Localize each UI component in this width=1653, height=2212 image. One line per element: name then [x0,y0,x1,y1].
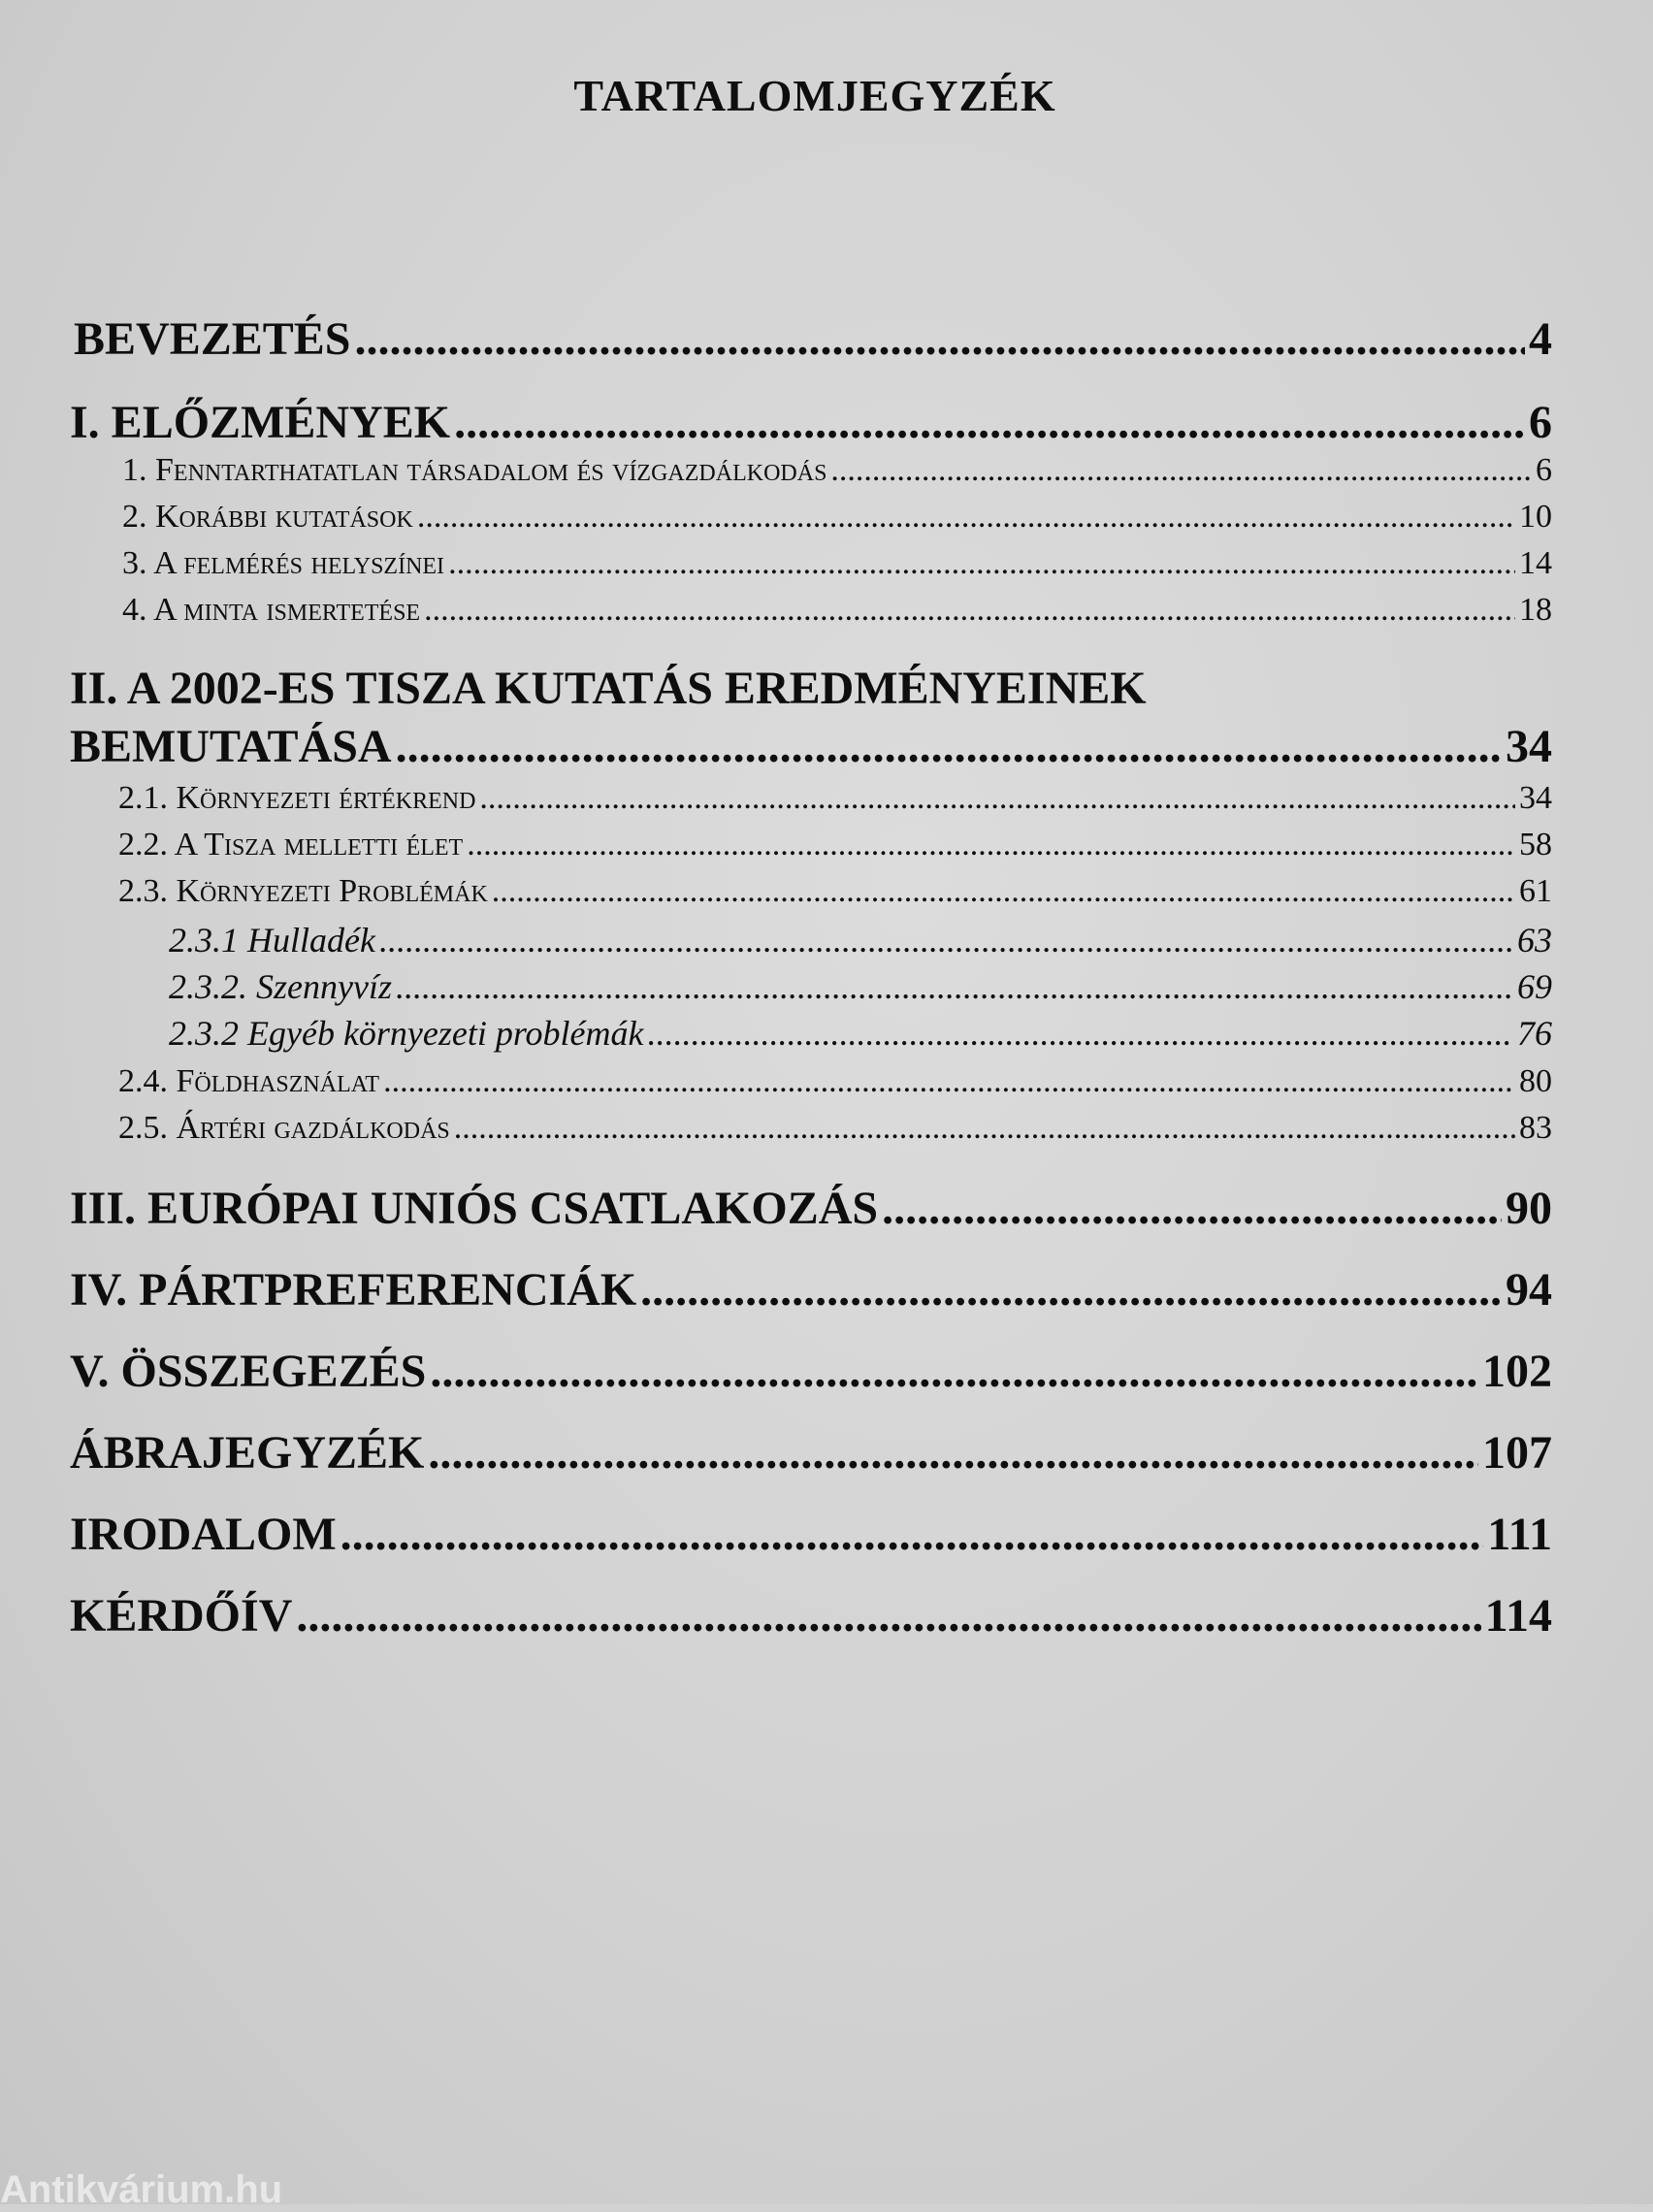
toc-label: 2.2. A Tisza melletti élet [118,827,464,862]
toc-leader [479,780,1515,817]
toc-leader [454,396,1525,449]
toc-page: 58 [1519,827,1552,862]
toc-page: 4 [1529,313,1552,365]
toc-label: 2.4. Földhasználat [118,1063,380,1099]
toc-entry-1 [122,452,1552,495]
toc-leader [424,592,1515,629]
toc-entry-tisza [70,720,1552,778]
toc-label: ÁBRAJEGYZÉK [70,1427,425,1479]
toc-entry-bevezetes [74,312,1552,371]
toc-entry-kerdoiv [70,1589,1552,1647]
toc-page: 63 [1517,921,1552,960]
toc-leader [640,1263,1502,1317]
toc-entry-2-3-3 [169,1013,1552,1057]
toc-label: BEVEZETÉS [74,313,351,365]
toc-leader [467,827,1515,863]
toc-label: III. EURÓPAI UNIÓS CSATLAKOZÁS [70,1183,879,1234]
toc-page: 111 [1487,1509,1552,1560]
toc-entry-2-4 [118,1063,1552,1106]
toc-page: 80 [1519,1063,1552,1099]
toc-entry-elozmenyek [70,396,1552,454]
toc-entry-osszegezes [70,1345,1552,1403]
toc-label: 2.1. Környezeti értékrend [118,780,476,816]
toc-entry-2-3 [118,873,1552,916]
toc-label: 2.3.1 Hulladék [169,921,375,960]
toc-entry-2-1 [118,780,1552,823]
toc-label: V. ÖSSZEGEZÉS [70,1346,427,1397]
toc-leader [296,1589,1480,1643]
toc-leader [830,452,1532,489]
toc-leader [454,1110,1515,1147]
toc-leader [340,1508,1484,1561]
toc-leader [428,1426,1478,1480]
toc-label: 2.3. Környezeti Problémák [118,873,488,909]
toc-page: 90 [1506,1183,1552,1234]
toc-page: 83 [1519,1110,1552,1146]
toc-page: 34 [1506,721,1552,772]
toc-label: 1. Fenntarthatatlan társadalom és vízgazdálkodás [122,452,827,488]
toc-label: 3. A felmérés helyszínei [122,545,445,581]
toc-entry-eu [70,1182,1552,1240]
toc-entry-partpreferenciak [70,1263,1552,1321]
toc-page: 61 [1519,873,1552,909]
toc-leader [396,966,1513,1007]
toc-label: 2.3.2 Egyéb környezeti problémák [169,1014,644,1053]
toc-leader [379,920,1513,960]
toc-page: 18 [1519,592,1552,628]
toc-label: KÉRDŐÍV [70,1590,293,1642]
toc-leader [648,1013,1513,1054]
toc-page: 114 [1484,1590,1552,1642]
toc-entry-2 [122,499,1552,541]
toc-label: 2.5. Ártéri gazdálkodás [118,1110,450,1146]
toc-page: 102 [1482,1346,1552,1397]
toc-page: 10 [1519,499,1552,535]
toc-page: 76 [1517,1014,1552,1053]
toc-page: 6 [1536,452,1552,488]
toc-label: 2. Korábbi kutatások [122,499,413,535]
toc-entry-2-3-1 [169,920,1552,964]
toc-entry-3 [122,545,1552,588]
toc-leader [417,499,1515,536]
watermark-text: Antikvárium.hu [0,2168,283,2211]
toc-page: 14 [1519,545,1552,581]
toc-entry-abrajegyzek [70,1426,1552,1484]
toc-label: IV. PÁRTPREFERENCIÁK [70,1264,637,1316]
toc-page: 6 [1529,397,1552,448]
toc-label: I. ELŐZMÉNYEK [70,397,451,448]
toc-leader [492,873,1515,910]
toc-label: BEMUTATÁSA [70,721,392,772]
toc-page: 107 [1482,1427,1552,1479]
toc-leader [430,1345,1478,1398]
toc-label: IRODALOM [70,1509,337,1560]
toc-page: 34 [1519,780,1552,816]
toc-entry-irodalom [70,1508,1552,1566]
toc-leader [383,1063,1515,1100]
toc-entry-2-3-2 [169,966,1552,1011]
toc-leader [354,312,1525,366]
toc-leader [448,545,1515,582]
toc-page: 94 [1506,1264,1552,1316]
page-title: TARTALOMJEGYZÉK [573,71,1056,120]
toc-leader [882,1182,1502,1235]
toc-entry-tisza-line1: II. A 2002-ES TISZA KUTATÁS EREDMÉNYEINEK [70,663,1147,714]
toc-page: 69 [1517,967,1552,1006]
toc-label: 2.3.2. Szennyvíz [169,967,392,1006]
toc-entry-2-2 [118,827,1552,869]
toc-entry-2-5 [118,1110,1552,1153]
toc-entry-4 [122,592,1552,634]
toc-label: 4. A minta ismertetése [122,592,421,628]
toc-leader [396,720,1502,773]
